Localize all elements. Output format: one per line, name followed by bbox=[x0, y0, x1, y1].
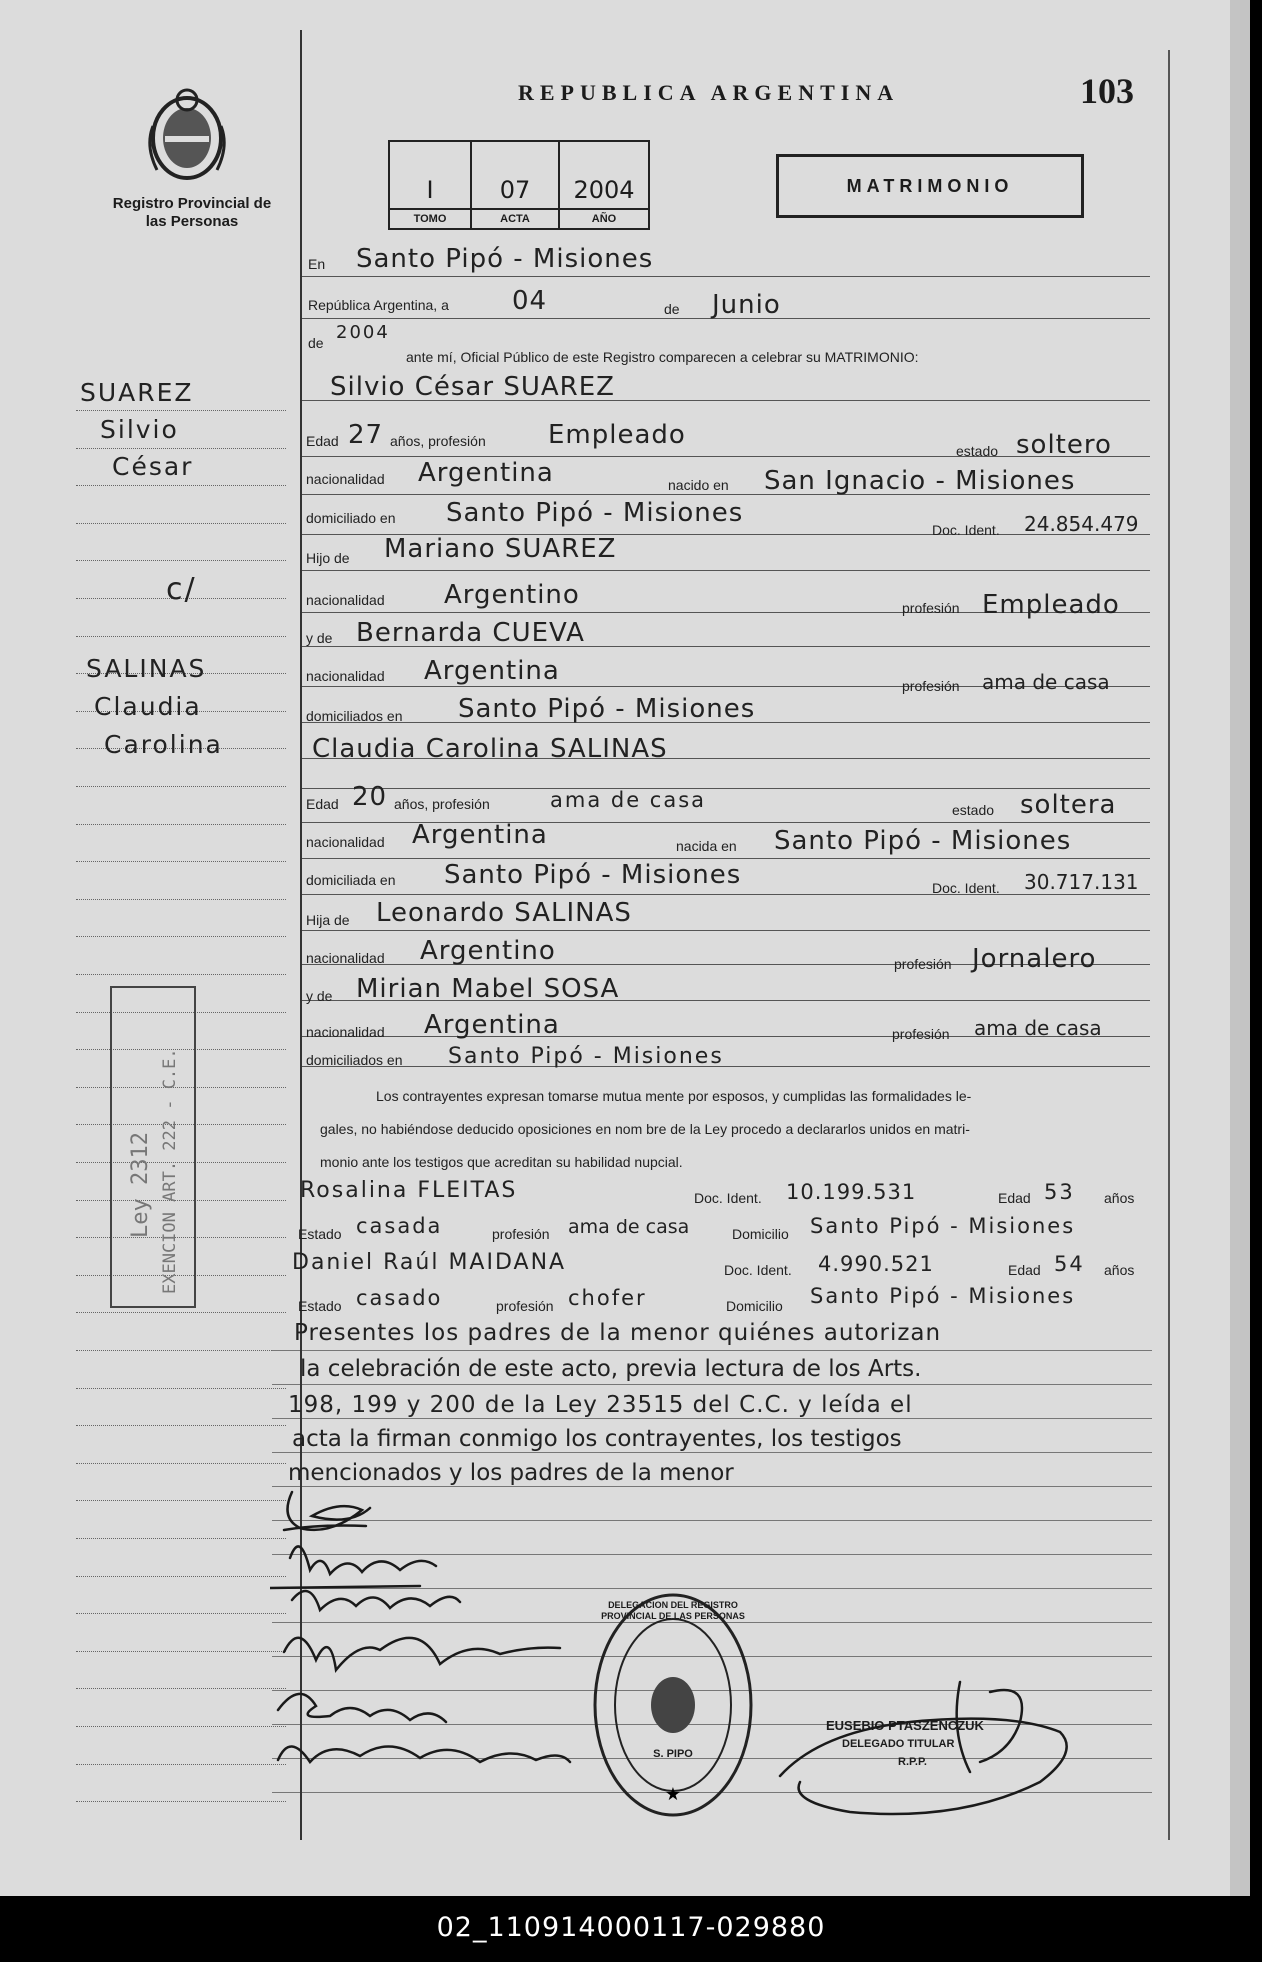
groom-father-nat: Argentino bbox=[444, 580, 580, 610]
margin-rule-line bbox=[76, 1688, 286, 1689]
groom-mother-nat-label: nacionalidad bbox=[306, 668, 385, 684]
official-office: R.P.P. bbox=[898, 1756, 927, 1768]
margin-bride-name1: Claudia bbox=[94, 692, 202, 721]
groom-age: 27 bbox=[348, 420, 384, 450]
bride-name: Claudia Carolina SALINAS bbox=[312, 734, 668, 764]
groom-nacido-label: nacido en bbox=[668, 477, 729, 493]
groom-father-prof-label: profesión bbox=[902, 600, 960, 616]
record-number-boxes bbox=[388, 140, 650, 230]
acta-value: 07 bbox=[499, 176, 531, 204]
bride-mother-nat: Argentina bbox=[424, 1010, 560, 1040]
groom-dom-label: domiciliado en bbox=[306, 510, 396, 526]
bride-parents-dom-label: domiciliados en bbox=[306, 1052, 403, 1068]
de-label: de bbox=[664, 301, 680, 317]
margin-groom-name2: César bbox=[112, 452, 194, 481]
note-line4: acta la firman conmigo los contrayentes, los testigos bbox=[292, 1426, 902, 1452]
body-rule-line bbox=[272, 1384, 1152, 1385]
witness1-age: 53 bbox=[1044, 1180, 1075, 1204]
tomo-value: I bbox=[426, 176, 434, 204]
bride-yde-label: y de bbox=[306, 988, 333, 1004]
margin-rule-line bbox=[76, 1425, 286, 1426]
margin-rule-line bbox=[76, 1463, 286, 1464]
witness1-doc: 10.199.531 bbox=[786, 1180, 917, 1204]
witness2-address: Santo Pipó - Misiones bbox=[810, 1284, 1076, 1308]
republica-label: República Argentina, a bbox=[308, 297, 449, 313]
witness1-occupation: ama de casa bbox=[568, 1216, 690, 1238]
margin-rule-line bbox=[76, 786, 286, 787]
groom-mother-prof-label: profesión bbox=[902, 678, 960, 694]
margin-rule-line bbox=[76, 899, 286, 900]
witness2-edad-label: Edad bbox=[1008, 1262, 1041, 1278]
tomo-label: TOMO bbox=[390, 208, 470, 228]
body-rule-line bbox=[272, 1350, 1152, 1351]
bride-prof-label: años, profesión bbox=[394, 796, 490, 812]
official-signature-scribble bbox=[760, 1672, 1090, 1822]
groom-address: Santo Pipó - Misiones bbox=[446, 498, 744, 528]
registry-seal bbox=[590, 1588, 756, 1822]
bride-dom-label: domiciliada en bbox=[306, 872, 396, 888]
margin-rule-line bbox=[76, 936, 286, 937]
margin-rule-line bbox=[76, 824, 286, 825]
groom-father: Mariano SUAREZ bbox=[384, 534, 617, 564]
witness2-occupation: chofer bbox=[568, 1286, 647, 1310]
bride-edad-label: Edad bbox=[306, 796, 339, 812]
acta-type-box: MATRIMONIO bbox=[776, 154, 1084, 218]
groom-mother: Bernarda CUEVA bbox=[356, 618, 585, 648]
bride-estado-label: estado bbox=[952, 802, 995, 818]
svg-text:★: ★ bbox=[664, 1784, 682, 1805]
groom-occupation: Empleado bbox=[548, 420, 686, 450]
bride-father-prof: Jornalero bbox=[972, 944, 1097, 974]
bride-mother-prof-label: profesión bbox=[892, 1026, 950, 1042]
body-rule-line bbox=[300, 930, 1150, 931]
bride-father-nat: Argentino bbox=[420, 936, 556, 966]
country-title: REPUBLICA ARGENTINA bbox=[518, 80, 900, 105]
witness2-estado-label: Estado bbox=[298, 1298, 342, 1314]
ano-label: AÑO bbox=[560, 208, 648, 228]
body-rule-line bbox=[300, 1066, 1150, 1067]
body-rule-line bbox=[272, 1452, 1152, 1453]
intro-place: Santo Pipó - Misiones bbox=[356, 244, 654, 274]
bride-nationality: Argentina bbox=[412, 820, 548, 850]
stamp-line1: Ley 2312 bbox=[128, 1132, 153, 1238]
ano-value: 2004 bbox=[573, 176, 635, 204]
bride-occupation: ama de casa bbox=[550, 788, 707, 812]
groom-mother-nat: Argentina bbox=[424, 656, 560, 686]
official-title: DELEGADO TITULAR bbox=[842, 1738, 955, 1750]
official-name: EUSEBIO PTASZENCZUK bbox=[826, 1718, 984, 1733]
margin-rule-line bbox=[76, 1576, 286, 1577]
groom-nationality: Argentina bbox=[418, 458, 554, 488]
margin-rule-line bbox=[76, 861, 286, 862]
bride-doc-label: Doc. Ident. bbox=[932, 880, 1000, 896]
margin-rule-line bbox=[76, 448, 286, 449]
folio-number: 103 bbox=[1080, 71, 1134, 111]
bride-parents-address: Santo Pipó - Misiones bbox=[448, 1044, 724, 1069]
body-rule-line bbox=[300, 894, 1150, 895]
margin-rule-line bbox=[76, 1538, 286, 1539]
groom-father-prof: Empleado bbox=[982, 590, 1120, 620]
bride-address: Santo Pipó - Misiones bbox=[444, 860, 742, 890]
margin-rule-line bbox=[76, 1388, 286, 1389]
witness2-status: casado bbox=[356, 1286, 443, 1310]
margin-rule-line bbox=[76, 560, 286, 561]
bride-mother-nat-label: nacionalidad bbox=[306, 1024, 385, 1040]
declaration-paragraph bbox=[320, 1080, 1140, 1179]
margin-groom-surname: SUAREZ bbox=[80, 378, 194, 407]
margin-rule-line bbox=[76, 1726, 286, 1727]
witness1-prof-label: profesión bbox=[492, 1226, 550, 1242]
note-line5: mencionados y los padres de la menor bbox=[288, 1460, 734, 1486]
tomo-box bbox=[390, 142, 472, 228]
exemption-stamp bbox=[110, 986, 196, 1308]
bride-mother: Mirian Mabel SOSA bbox=[356, 974, 620, 1004]
seal-ring-icon bbox=[590, 1588, 756, 1822]
witness1-address: Santo Pipó - Misiones bbox=[810, 1214, 1076, 1238]
body-rule-line bbox=[272, 1418, 1152, 1419]
bride-father: Leonardo SALINAS bbox=[376, 898, 632, 928]
bride-birthplace: Santo Pipó - Misiones bbox=[774, 826, 1072, 856]
bride-nacida-label: nacida en bbox=[676, 838, 737, 854]
groom-estado-label: estado bbox=[956, 443, 999, 459]
declaration-line3: monio ante los testigos que acreditan su habilidad nupcial. bbox=[320, 1154, 683, 1170]
margin-rule-line bbox=[76, 1312, 286, 1313]
declaration-line1: Los contrayentes expresan tomarse mutua mente por esposos, y cumplidas las formalidades le- bbox=[376, 1088, 972, 1104]
margin-rule-line bbox=[76, 1764, 286, 1765]
ano-box bbox=[560, 142, 648, 228]
de-year-label: de bbox=[308, 335, 324, 351]
intro-year: 2004 bbox=[336, 322, 390, 343]
declaration-line2: gales, no habiéndose deducido oposiciones en nom bre de la Ley procedo a declararlos unidos en matri- bbox=[320, 1121, 970, 1137]
groom-parents-dom-label: domiciliados en bbox=[306, 708, 403, 724]
groom-name: Silvio César SUAREZ bbox=[330, 372, 615, 402]
note-line3: 198, 199 y 200 de la Ley 23515 del C.C. y leída el bbox=[288, 1392, 913, 1418]
bride-father-prof-label: profesión bbox=[894, 956, 952, 972]
witness1-status: casada bbox=[356, 1214, 443, 1238]
witness2-doc: 4.990.521 bbox=[818, 1252, 934, 1276]
note-line2: la celebración de este acto, previa lectura de los Arts. bbox=[300, 1356, 922, 1382]
witness2-doc-label: Doc. Ident. bbox=[724, 1262, 792, 1278]
margin-rule-line bbox=[76, 1651, 286, 1652]
intro-month: Junio bbox=[712, 290, 781, 320]
margin-rule-line bbox=[76, 1801, 286, 1802]
margin-rule-line bbox=[76, 636, 286, 637]
margin-rule-line bbox=[76, 410, 286, 411]
groom-edad-label: Edad bbox=[306, 433, 339, 449]
witness2-anos-label: años bbox=[1104, 1262, 1135, 1278]
seal-center-text: S. PIPO bbox=[653, 1748, 693, 1760]
seal-text: DELEGACION DEL REGISTRO PROVINCIAL DE LAS PERSONAS bbox=[601, 1600, 745, 1621]
coat-of-arms-icon bbox=[143, 86, 231, 182]
registry-label: Registro Provincial de las Personas bbox=[112, 195, 272, 230]
margin-rule-line bbox=[76, 1500, 286, 1501]
bride-nac-label: nacionalidad bbox=[306, 834, 385, 850]
margin-rule-line bbox=[76, 485, 286, 486]
groom-father-nat-label: nacionalidad bbox=[306, 592, 385, 608]
bride-mother-prof: ama de casa bbox=[974, 1016, 1102, 1040]
bride-hija-label: Hija de bbox=[306, 912, 350, 928]
groom-yde-label: y de bbox=[306, 630, 333, 646]
witness1-edad-label: Edad bbox=[998, 1190, 1031, 1206]
margin-bride-name2: Carolina bbox=[104, 730, 223, 759]
margin-rule-line bbox=[76, 974, 286, 975]
margin-groom-name1: Silvio bbox=[100, 415, 179, 444]
body-rule-line bbox=[300, 788, 1150, 789]
margin-conj: c/ bbox=[166, 572, 197, 607]
body-rule-line bbox=[300, 570, 1150, 571]
witness1-estado-label: Estado bbox=[298, 1226, 342, 1242]
groom-doc: 24.854.479 bbox=[1024, 512, 1139, 536]
body-rule-line bbox=[300, 276, 1150, 277]
stamp-line2: EXENCION ART. 222 - C.E. bbox=[160, 1048, 180, 1294]
bride-doc: 30.717.131 bbox=[1024, 870, 1139, 894]
margin-rule-line bbox=[76, 523, 286, 524]
intro-day: 04 bbox=[512, 286, 548, 316]
margin-rule-line bbox=[76, 1350, 286, 1351]
groom-status: soltero bbox=[1016, 430, 1112, 460]
groom-prof-label: años, profesión bbox=[390, 433, 486, 449]
page-edge bbox=[1230, 0, 1250, 1896]
groom-birthplace: San Ignacio - Misiones bbox=[764, 466, 1076, 496]
groom-mother-prof: ama de casa bbox=[982, 670, 1110, 694]
margin-rule-line bbox=[76, 1613, 286, 1614]
witness1-anos-label: años bbox=[1104, 1190, 1135, 1206]
body-rule-line bbox=[300, 858, 1150, 859]
bride-father-nat-label: nacionalidad bbox=[306, 950, 385, 966]
groom-doc-label: Doc. Ident. bbox=[932, 522, 1000, 538]
acta-label: ACTA bbox=[472, 208, 558, 228]
margin-bride-surname: SALINAS bbox=[86, 654, 207, 683]
groom-nac-label: nacionalidad bbox=[306, 471, 385, 487]
ante-text: ante mí, Oficial Público de este Registro comparecen a celebrar su MATRIMONIO: bbox=[406, 349, 919, 365]
witness1-name: Rosalina FLEITAS bbox=[300, 1178, 518, 1203]
bride-status: soltera bbox=[1020, 790, 1117, 820]
witness1-dom-label: Domicilio bbox=[732, 1226, 789, 1242]
right-border-line bbox=[1168, 50, 1170, 1840]
witness2-prof-label: profesión bbox=[496, 1298, 554, 1314]
bride-age: 20 bbox=[352, 782, 388, 812]
en-label: En bbox=[308, 256, 326, 272]
groom-parents-address: Santo Pipó - Misiones bbox=[458, 694, 756, 724]
witness1-doc-label: Doc. Ident. bbox=[694, 1190, 762, 1206]
groom-hijo-label: Hijo de bbox=[306, 550, 350, 566]
acta-box bbox=[472, 142, 560, 228]
witness2-age: 54 bbox=[1054, 1252, 1085, 1276]
scan-filename: 02_110914000117-029880 bbox=[436, 1912, 826, 1943]
witness2-name: Daniel Raúl MAIDANA bbox=[292, 1250, 567, 1275]
witness2-dom-label: Domicilio bbox=[726, 1298, 783, 1314]
note-line1: Presentes los padres de la menor quiénes autorizan bbox=[294, 1320, 942, 1346]
